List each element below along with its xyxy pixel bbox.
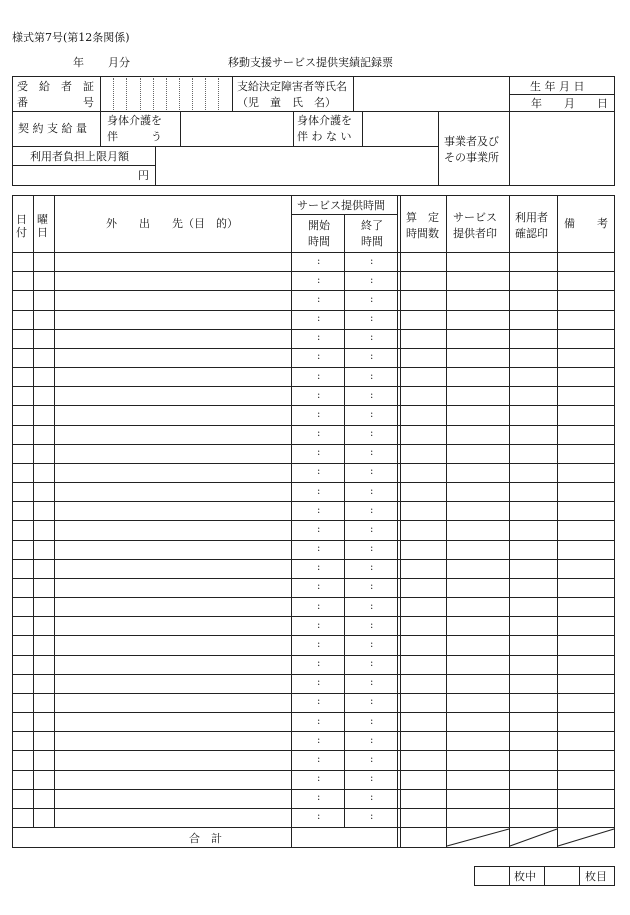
end-time-cell[interactable]: :	[370, 447, 374, 458]
start-time-cell[interactable]: :	[317, 275, 321, 286]
end-time-cell[interactable]: :	[370, 428, 374, 439]
col-end-time: 終了	[361, 219, 383, 232]
end-time-cell[interactable]: :	[370, 639, 374, 650]
end-time-cell[interactable]: :	[370, 294, 374, 305]
col-provider-seal: サービス	[453, 211, 497, 224]
total-label: 合 計	[189, 832, 222, 845]
start-time-cell[interactable]: :	[317, 601, 321, 612]
end-time-cell[interactable]: :	[370, 773, 374, 784]
start-time-cell[interactable]: :	[317, 792, 321, 803]
with-physical-care-label-2: 伴 う	[107, 130, 162, 143]
start-time-cell[interactable]: :	[317, 371, 321, 382]
start-time-cell[interactable]: :	[317, 505, 321, 516]
without-physical-care-label-2: 伴 わ な い	[297, 130, 352, 143]
start-time-cell[interactable]: :	[317, 486, 321, 497]
start-time-cell[interactable]: :	[317, 620, 321, 631]
col-start-time: 開始	[308, 219, 330, 232]
start-time-cell[interactable]: :	[317, 581, 321, 592]
end-time-cell[interactable]: :	[370, 371, 374, 382]
end-time-cell[interactable]: :	[370, 581, 374, 592]
birth-date-ymd: 年 月 日	[531, 97, 608, 110]
start-time-cell[interactable]: :	[317, 716, 321, 727]
start-time-cell[interactable]: :	[317, 294, 321, 305]
end-time-cell[interactable]: :	[370, 256, 374, 267]
start-time-cell[interactable]: :	[317, 735, 321, 746]
year-label: 年	[73, 56, 84, 69]
start-time-cell[interactable]: :	[317, 524, 321, 535]
end-time-cell[interactable]: :	[370, 543, 374, 554]
birth-date-label: 生 年 月 日	[530, 80, 585, 93]
start-time-cell[interactable]: :	[317, 696, 321, 707]
provider-office-label: その事業所	[444, 151, 499, 164]
col-calc-hours-2: 時間数	[406, 227, 439, 240]
start-time-cell[interactable]: :	[317, 754, 321, 765]
end-time-cell[interactable]: :	[370, 792, 374, 803]
col-day: 日付	[16, 213, 27, 239]
start-time-cell[interactable]: :	[317, 428, 321, 439]
start-time-cell[interactable]: :	[317, 351, 321, 362]
contract-amount-label: 契 約 支 給 量	[18, 122, 87, 135]
end-time-cell[interactable]: :	[370, 351, 374, 362]
start-time-cell[interactable]: :	[317, 256, 321, 267]
page-title: 移動支援サービス提供実績記録票	[228, 56, 393, 69]
start-time-cell[interactable]: :	[317, 677, 321, 688]
end-time-cell[interactable]: :	[370, 696, 374, 707]
end-time-cell[interactable]: :	[370, 486, 374, 497]
end-time-cell[interactable]: :	[370, 735, 374, 746]
user-name-label: 支給決定障害者等氏名	[237, 80, 347, 93]
end-time-cell[interactable]: :	[370, 811, 374, 822]
start-time-cell[interactable]: :	[317, 447, 321, 458]
col-service-time: サービス提供時間	[297, 199, 385, 212]
start-time-cell[interactable]: :	[317, 466, 321, 477]
end-time-cell[interactable]: :	[370, 505, 374, 516]
start-time-cell[interactable]: :	[317, 390, 321, 401]
sheets-of-label: 枚中	[514, 870, 536, 883]
end-time-cell[interactable]: :	[370, 390, 374, 401]
copay-limit-label: 利用者負担上限月額	[30, 150, 129, 163]
without-physical-care-label: 身体介護を	[297, 114, 352, 127]
end-time-cell[interactable]: :	[370, 332, 374, 343]
start-time-cell[interactable]: :	[317, 773, 321, 784]
end-time-cell[interactable]: :	[370, 275, 374, 286]
yen-label: 円	[138, 169, 149, 182]
sheet-number-label: 枚目	[585, 870, 607, 883]
end-time-cell[interactable]: :	[370, 562, 374, 573]
col-destination: 外 出 先（目 的）	[106, 217, 238, 230]
col-end-time-2: 時間	[361, 235, 383, 248]
provider-label: 事業者及び	[444, 135, 499, 148]
start-time-cell[interactable]: :	[317, 313, 321, 324]
child-name-label: （児 童 氏 名）	[237, 96, 336, 109]
start-time-cell[interactable]: :	[317, 543, 321, 554]
recipient-number-label: 受 給 者 証	[17, 80, 94, 93]
col-user-seal: 利用者	[515, 211, 548, 224]
start-time-cell[interactable]: :	[317, 332, 321, 343]
month-label: 月分	[108, 56, 130, 69]
end-time-cell[interactable]: :	[370, 409, 374, 420]
col-provider-seal-2: 提供者印	[453, 227, 497, 240]
end-time-cell[interactable]: :	[370, 524, 374, 535]
col-calc-hours: 算 定	[406, 211, 439, 224]
end-time-cell[interactable]: :	[370, 466, 374, 477]
recipient-number-label-2: 番 号	[17, 96, 94, 109]
end-time-cell[interactable]: :	[370, 313, 374, 324]
col-start-time-2: 時間	[308, 235, 330, 248]
form-number: 様式第7号(第12条関係)	[12, 31, 130, 44]
end-time-cell[interactable]: :	[370, 716, 374, 727]
with-physical-care-label: 身体介護を	[107, 114, 162, 127]
col-remarks: 備 考	[564, 217, 608, 230]
end-time-cell[interactable]: :	[370, 658, 374, 669]
start-time-cell[interactable]: :	[317, 639, 321, 650]
start-time-cell[interactable]: :	[317, 658, 321, 669]
start-time-cell[interactable]: :	[317, 409, 321, 420]
col-weekday: 曜日	[37, 213, 48, 239]
col-user-seal-2: 確認印	[515, 227, 548, 240]
start-time-cell[interactable]: :	[317, 811, 321, 822]
end-time-cell[interactable]: :	[370, 754, 374, 765]
end-time-cell[interactable]: :	[370, 601, 374, 612]
start-time-cell[interactable]: :	[317, 562, 321, 573]
end-time-cell[interactable]: :	[370, 677, 374, 688]
end-time-cell[interactable]: :	[370, 620, 374, 631]
